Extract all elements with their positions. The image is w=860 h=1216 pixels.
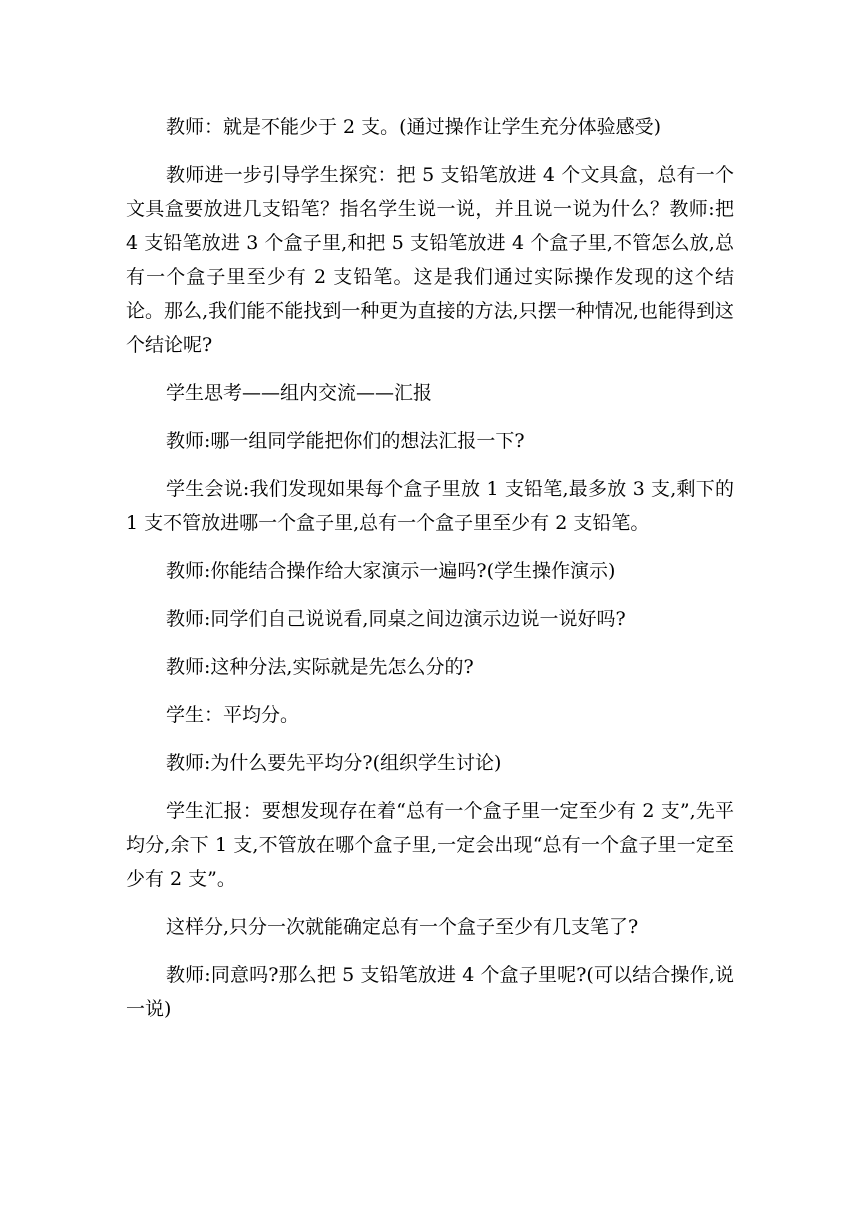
paragraph-teacher-how-divided: 教师:这种分法,实际就是先怎么分的? <box>166 656 474 678</box>
paragraph-teacher-pair-demonstrate: 教师:同学们自己说说看,同桌之间边演示边说一说好吗? <box>166 608 626 630</box>
paragraph-divide-once: 这样分,只分一次就能确定总有一个盒子至少有几支笔了? <box>166 916 639 938</box>
paragraph-teacher-why-equal-first: 教师:为什么要先平均分?(组织学生讨论) <box>166 752 502 774</box>
paragraph-student-equal-division: 学生：平均分。 <box>166 704 300 726</box>
paragraph-teacher-which-group: 教师:哪一组同学能把你们的想法汇报一下? <box>166 430 525 452</box>
paragraph-teacher-demonstrate: 教师:你能结合操作给大家演示一遍吗?(学生操作演示) <box>166 560 616 582</box>
paragraph-teacher-minimum-two: 教师：就是不能少于 2 支。(通过操作让学生充分体验感受) <box>166 116 661 138</box>
paragraph-student-report: 学生汇报：要想发现存在着“总有一个盒子里一定至少有 2 支”,先平均分,余下 1 支,不管放在哪个盒子里,一定会出现“总有一个盒子里一定至少有 2 支”。 <box>126 800 734 890</box>
paragraph-student-explanation: 学生会说:我们发现如果每个盒子里放 1 支铅笔,最多放 3 支,剩下的 1 支不管放进哪一个盒子里,总有一个盒子里至少有 2 支铅笔。 <box>126 478 734 534</box>
paragraph-student-think-discuss-report: 学生思考——组内交流——汇报 <box>166 382 433 404</box>
document-body <box>126 110 734 1040</box>
paragraph-teacher-five-into-four: 教师:同意吗?那么把 5 支铅笔放进 4 个盒子里呢?(可以结合操作,说一说) <box>126 964 734 1020</box>
paragraph-teacher-guides-exploration: 教师进一步引导学生探究：把 5 支铅笔放进 4 个文具盒，总有一个文具盒要放进几支铅笔？指名学生说一说，并且说一说为什么？教师:把 4 支铅笔放进 3 个盒子里,和把 5 支铅笔放进 4 个盒子里,不管怎么放,总有一个盒子里至少有 2 支铅笔。这是我们通过实际操作发现的这个结论。那么,我们能不能找到一种更为直接的方法,只摆一种情况,也能得到这个结论呢? <box>126 164 734 356</box>
